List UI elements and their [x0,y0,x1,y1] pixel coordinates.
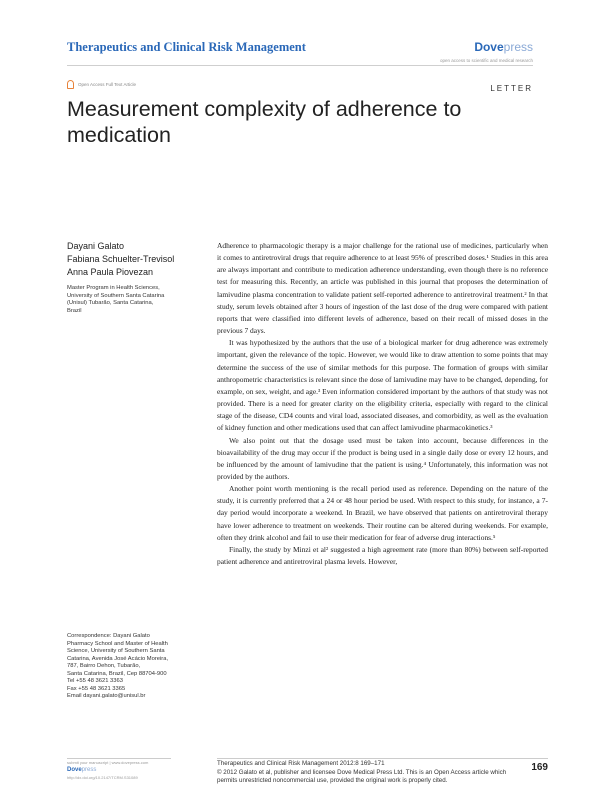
doi-link[interactable]: http://dx.doi.org/10.2147/TCRM.S31089 [67,775,138,780]
footer-brand [67,767,96,773]
correspondence-line: 787, Bairro Dehon, Tubarão, [67,663,141,669]
article-type: LETTER [490,84,533,93]
author: Fabiana Schuelter-Trevisol [67,254,175,264]
affiliation-line: (Unisul) Tubarão, Santa Catarina, [67,300,154,306]
publisher-tagline: open access to scientific and medical research [439,58,533,63]
citation-line: Therapeutics and Clinical Risk Management 2012:8 169–171 [217,760,385,767]
body-paragraph: Finally, the study by Minzi et al² suggested a high agreement rate (more than 80%) between self-reported patient adherence and antiretroviral plasma levels. However, [217,544,548,567]
body-paragraph: We also point out that the dosage used must be taken into account, because differences in the bioavailability of the drug may occur if the product is being used in a single daily dose or every 12 hours, and be influenced by the amount of lamivudine that the patient is using.⁴ Unfortunately, this information was not provided by the authors. [217,435,548,481]
correspondence-line: Pharmacy School and Master of Health [67,640,168,647]
brand-bold: Dove [474,40,504,54]
footer-divider-right [217,758,548,759]
correspondence-line: Fax +55 48 3621 3365 [67,685,126,692]
affiliation-line: Master Program in Health Sciences, [67,285,160,291]
correspondence-line: Tel +55 48 3621 3363 [67,678,123,684]
author: Anna Paula Piovezan [67,267,154,277]
article-body [217,240,548,568]
correspondence-line: Santa Catarina, Brazil, Cep 88704-900 [67,670,167,677]
publisher-logo [474,40,533,54]
affiliation-line: Brazil [67,307,82,314]
correspondence-line: Science, University of Southern Santa [67,648,165,654]
correspondence-email[interactable]: Email dayani.galato@unisul.br [67,693,146,699]
article-title: Measurement complexity of adherence to medication [67,97,462,147]
body-paragraph: Adherence to pharmacologic therapy is a major challenge for the rational use of medicines, particularly when it comes to antiretroviral drugs that require adherence to at least 95% of prescribed doses.¹ Studies in this area are always important and contribute to medication adherence understanding, even though there is no reference test for measuring this. Recently, an article was published in this journal that proposes the determination of lamivudine plasma concentration to validate patient self-reported adherence to antiretroviral treatment.² In that study, serum levels obtained after 3 hours of ingestion of the last dose of the drug were compared with patient reports that were classified into different levels of adherence, based on their recall of missed doses in the previous 7 days. [217,241,548,336]
affiliation-line: University of Southern Santa Catarina [67,292,165,299]
footer-brand-bold: Dove [67,767,82,773]
open-access-label: Open Access Full Text Article [78,82,136,87]
body-paragraph: Another point worth mentioning is the recall period used as reference. Depending on the nature of the study, it is currently preferred that a 24 or 48 hour period be used. With respect to this study, for instance, a 7-day period would incorporate a weekend. In Brazil, we have observed that patients on antiretroviral therapy have lower adherence to treatment on weekends. Their routine can be altered during weekends. For example, often they drink alcohol and fail to use their medication for fear of adverse drug interactions.⁵ [217,484,548,542]
author: Dayani Galato [67,241,125,251]
correspondence-line: Correspondence: Dayani Galato [67,633,150,639]
body-paragraph: It was hypothesized by the authors that the use of a biological marker for drug adherence was extremely important, given the relevance of the topic. However, we would like to draw attention to some points that may determine the success of the use of similar methods for this purpose. The formation of groups with similar anthropometric characteristics is relevant since the dose of lamivudine may have to be changed, depending, for example, on sex, weight, and age.³ Even information considered important by the authors of that study was not provided. There is a need for greater clarity on the eligibility criteria, especially with regard to the clinical stage of the disease, CD4 counts and viral load, associated diseases, and comorbidity, as well as the evaluation of kidney function and other medications used that can affect lamivudine pharmacokinetics.³ [217,338,548,433]
brand-light: press [503,40,533,54]
correspondence-block [67,633,217,701]
journal-name: Therapeutics and Clinical Risk Management [67,40,306,54]
copyright-notice: © 2012 Galato et al, publisher and licensee Dove Medical Press Ltd. This is an Open Access article which permits unrestricted noncommercial use, provided the original work is properly cited. [217,769,507,784]
header-divider [67,65,533,66]
author-list [67,240,174,279]
page-number: 169 [531,762,548,773]
open-access-lock-icon [67,80,74,89]
footer-divider-left [67,758,171,759]
submit-manuscript-link[interactable]: submit your manuscript | www.dovepress.com [67,760,149,765]
affiliation [67,285,182,315]
open-access-badge [67,80,136,89]
correspondence-line: Catarina, Avenida José Acácio Moreira, [67,655,169,662]
footer-brand-light: press [81,767,97,773]
